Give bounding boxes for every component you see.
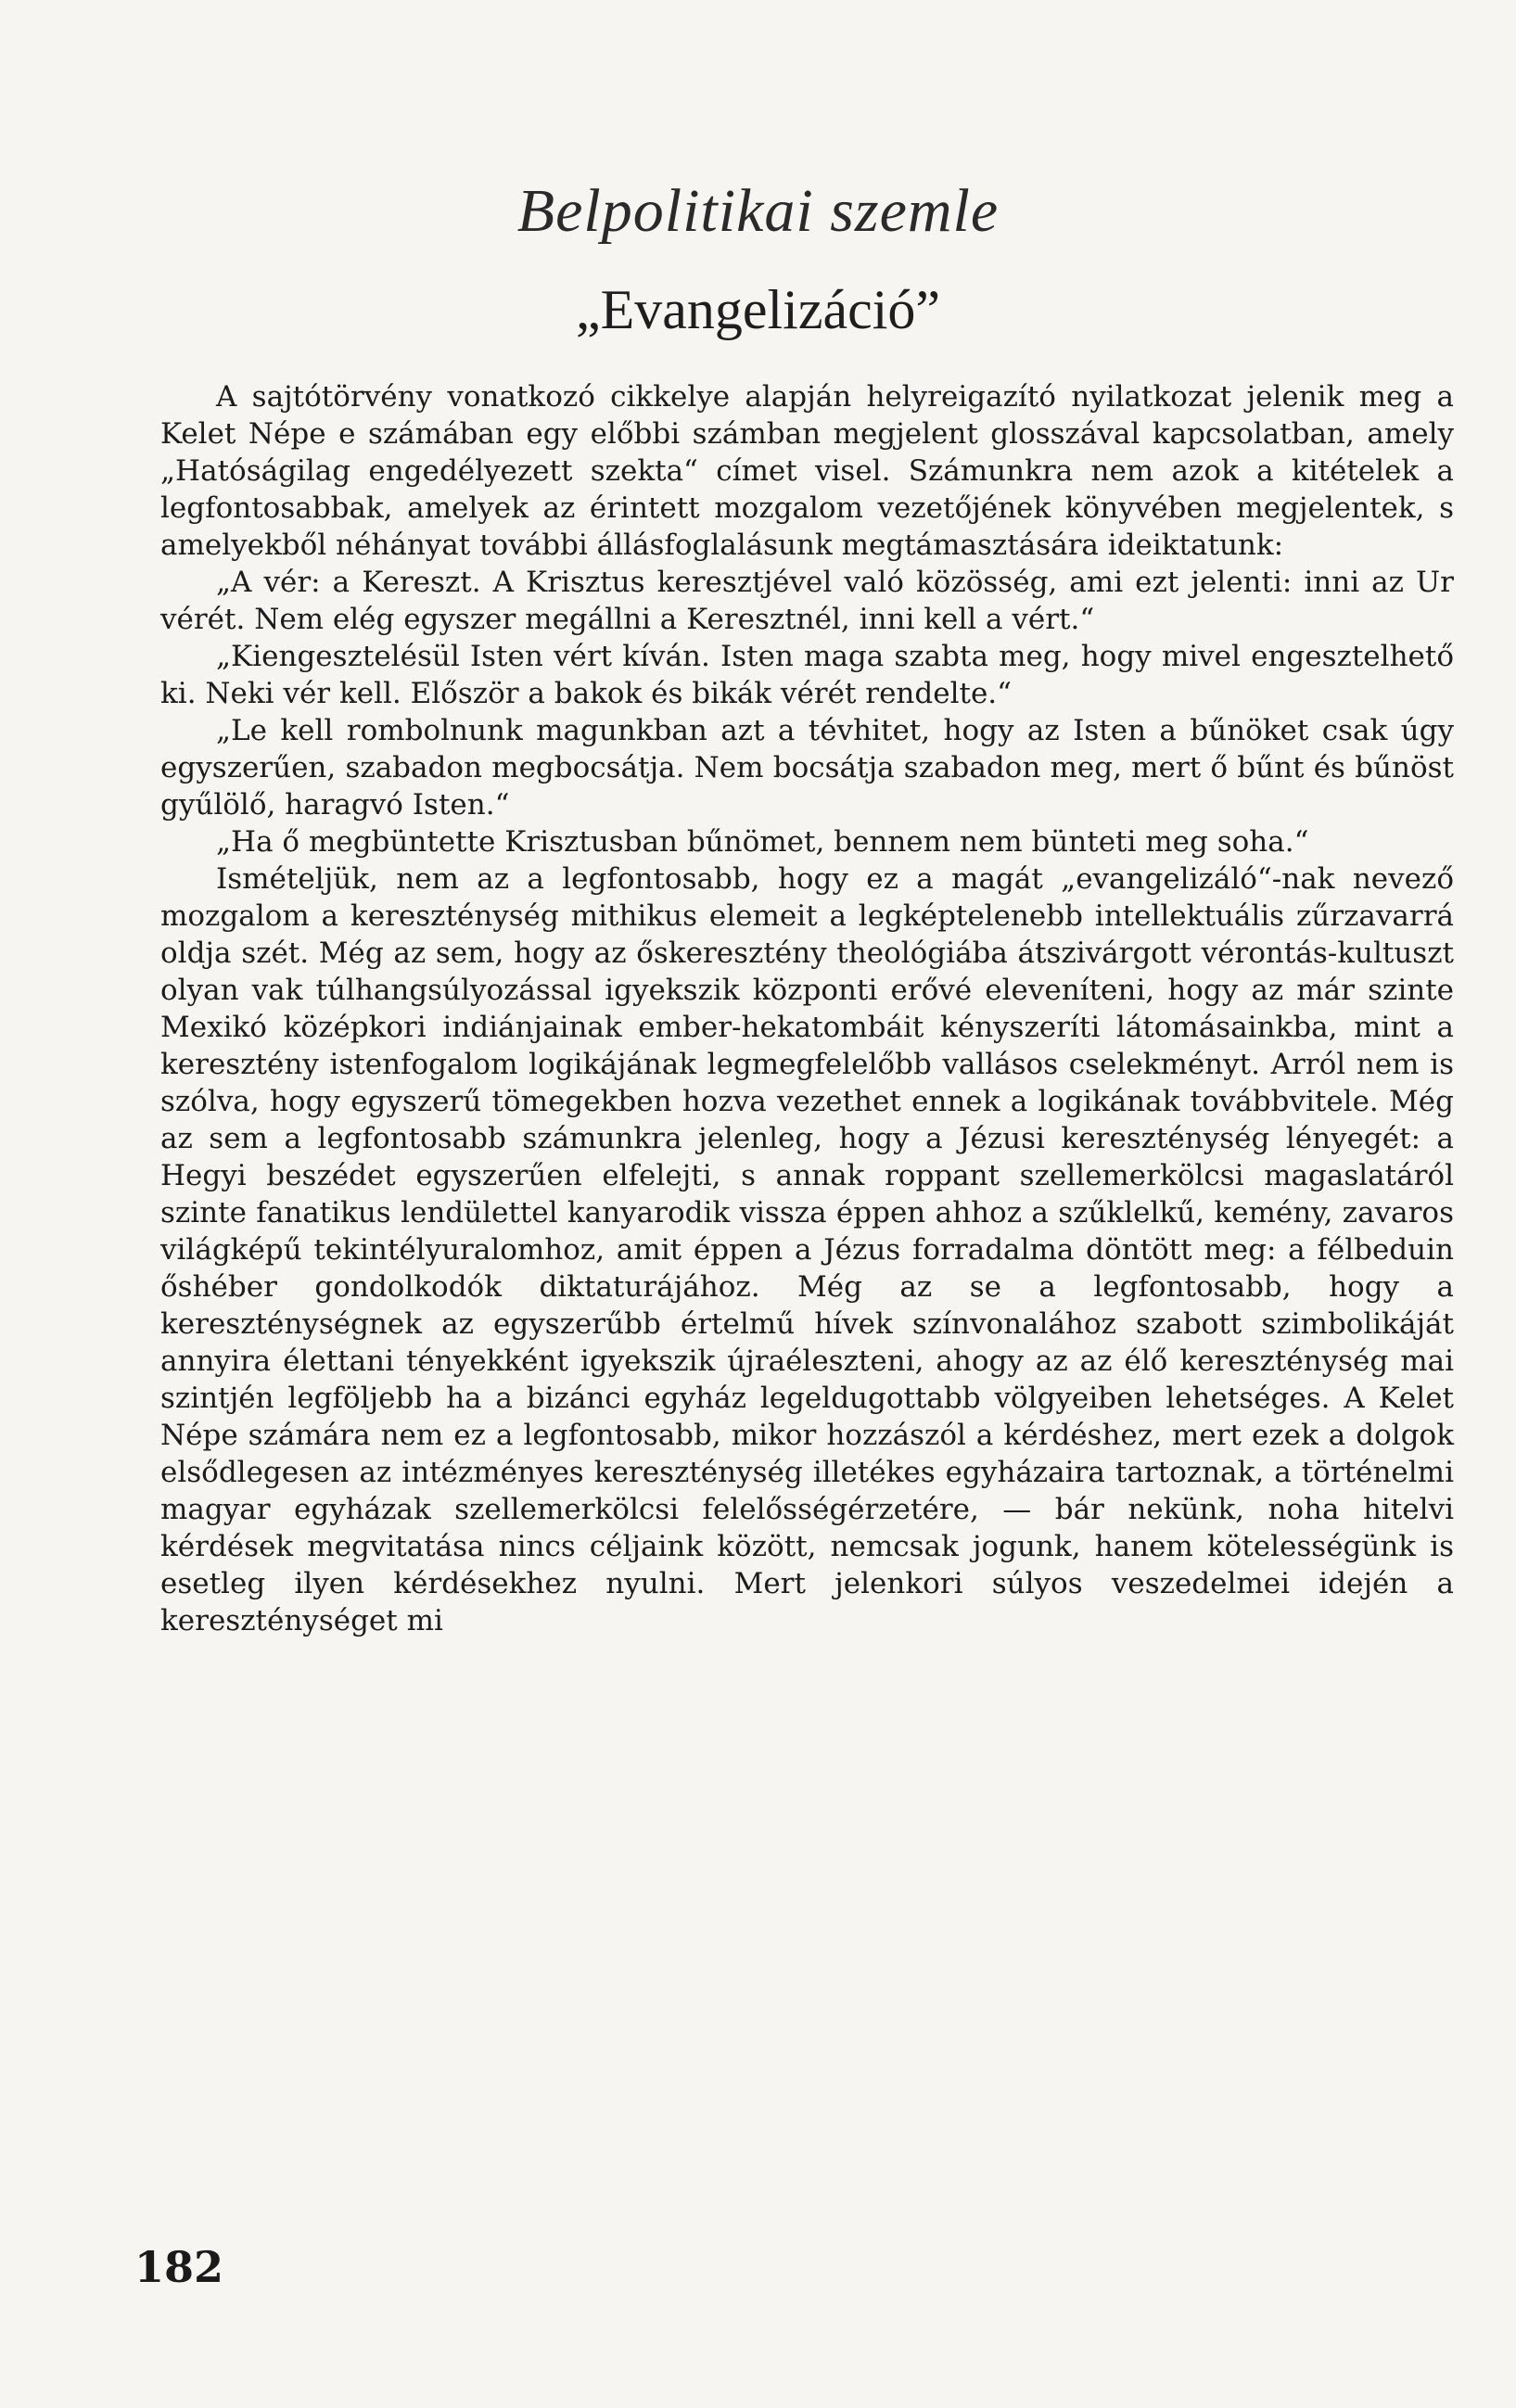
paragraph: „Ha ő megbüntette Krisztusban bűnömet, bennem nem bünteti meg soha.“: [216, 825, 1309, 859]
page-number: 182: [134, 2242, 224, 2292]
paragraph: „A vér: a Kereszt. A Krisztus keresztjével való közösség, ami ezt jelenti: inni az Ur vérét. Nem elég egyszer megállni a Keresztnél, inni kell a vért.“: [160, 566, 1454, 636]
paragraph: A sajtótörvény vonatkozó cikkelye alapján helyreigazító nyilatkozat jelenik meg a Kelet Népe e számában egy előbbi számban megjelent glosszával kapcsolatban, amely „Hatóságilag engedélyezett szekta“ címet visel. Számunkra nem azok a kitételek a legfontosabbak, amelyek az érintett mozgalom vezetőjének könyvében megjelentek, s amelyekből néhányat további állásfoglalásunk megtámasztására ideiktatunk:: [160, 380, 1454, 562]
article-title: „Evangelizáció”: [575, 279, 941, 340]
section-title: Belpolitikai szemle: [516, 177, 1000, 245]
paragraph: Ismételjük, nem az a legfontosabb, hogy ez a magát „evangelizáló“-nak nevező mozgalom a kereszténység mithikus elemeit a legképtelenebb intellektuális zűrzavarrá oldja szét. Még az sem, hogy az őskeresztény theológiába átszivárgott vérontás-kultuszt olyan vak túlhangsúlyozással igyekszik központi erővé eleveníteni, hogy az már szinte Mexikó középkori indiánjainak ember-hekatombáit kényszeríti látomásainkba, mint a keresztény istenfogalom logikájának legmegfelelőbb vallásos cselekményt. Arról nem is szólva, hogy egyszerű tömegekben hozva vezethet ennek a logikának továbbvitele. Még az sem a legfontosabb számunkra jelenleg, hogy a Jézusi kereszténység lényegét: a Hegyi beszédet egyszerűen elfelejti, s annak roppant szellemerkölcsi magaslatáról szinte fanatikus lendülettel kanyarodik vissza éppen ahhoz a szűklelkű, kemény, zavaros világképű tekintélyuralomhoz, amit éppen a Jézus forradalma döntött meg: a félbeduin őshéber gondolkodók diktaturájához. Még az se a legfontosabb, hogy a kereszténységnek az egyszerűbb értelmű hívek színvonalához szabott szimbolikáját annyira élettani tényekként igyekszik újraéleszteni, ahogy az az élő kereszténység mai szintjén legföljebb ha a bizánci egyház legeldugottabb völgyeiben lehetséges. A Kelet Népe számára nem ez a legfontosabb, mikor hozzászól a kérdéshez, mert ezek a dolgok elsődlegesen az intézményes kereszténység illetékes egyházaira tartoznak, a történelmi magyar egyházak szellemerkölcsi felelősségérzetére, — bár nekünk, noha hitelvi kérdések megvitatása nincs céljaink között, nemcsak jogunk, hanem kötelességünk is esetleg ilyen kérdésekhez nyulni. Mert jelenkori súlyos veszedelmei idején a kereszténységet mi: [160, 862, 1454, 1637]
article-body: [160, 378, 1454, 1639]
paragraph: „Kiengesztelésül Isten vért kíván. Isten maga szabta meg, hogy mivel engesztelhető ki. Neki vér kell. Először a bakok és bikák vérét rendelte.“: [160, 640, 1454, 710]
paragraph: „Le kell rombolnunk magunkban azt a tévhitet, hogy az Isten a bűnöket csak úgy egyszerűen, szabadon megbocsátja. Nem bocsátja szabadon meg, mert ő bűnt és bűnöst gyűlölő, haragvó Isten.“: [160, 714, 1454, 822]
